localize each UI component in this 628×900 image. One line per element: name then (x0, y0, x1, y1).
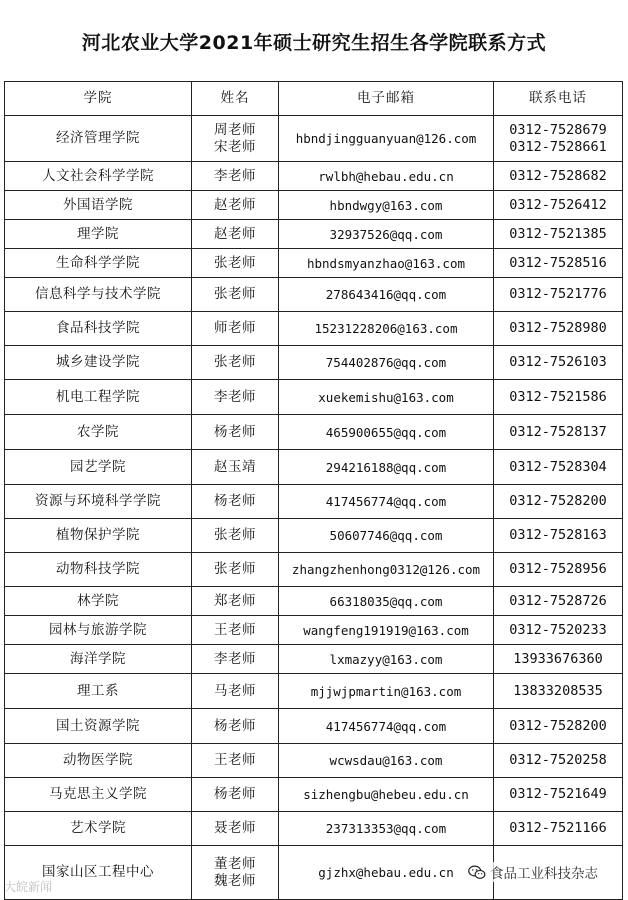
cell-email[interactable]: 32937526@qq.com (279, 220, 494, 249)
cell-name (192, 278, 279, 312)
cell-phone (494, 744, 623, 778)
cell-phone (494, 519, 623, 553)
cell-college: 经济管理学院 (5, 116, 192, 162)
phone-number: 0312-7521776 (509, 286, 607, 302)
cell-email[interactable]: 278643416@qq.com (279, 278, 494, 312)
cell-name (192, 249, 279, 278)
cell-college: 农学院 (5, 415, 192, 450)
table-row (5, 744, 623, 778)
cell-name (192, 415, 279, 450)
cell-phone (494, 312, 623, 346)
phone-number: 0312-7528516 (509, 254, 607, 271)
table-row (5, 485, 623, 519)
cell-email[interactable]: 417456774@qq.com (279, 709, 494, 744)
cell-name (192, 380, 279, 415)
cell-email[interactable]: sizhengbu@hebeu.edu.cn (279, 778, 494, 812)
cell-name (192, 220, 279, 249)
contact-name: 张老师 (214, 286, 256, 302)
cell-college: 食品科技学院 (5, 312, 192, 346)
page-title: 河北农业大学2021年硕士研究生招生各学院联系方式 (81, 32, 547, 54)
table-row (5, 674, 623, 709)
table-row (5, 346, 623, 380)
cell-phone (494, 380, 623, 415)
contact-name: 张老师 (214, 354, 256, 370)
header-email: 电子邮箱 (279, 82, 494, 116)
cell-email[interactable]: 66318035@qq.com (279, 587, 494, 616)
watermark-right (466, 862, 600, 882)
table-row (5, 220, 623, 249)
table-row (5, 616, 623, 645)
contact-name: 师老师 (214, 320, 256, 336)
cell-name (192, 450, 279, 485)
cell-email[interactable]: lxmazyy@163.com (279, 645, 494, 674)
table-row (5, 778, 623, 812)
contact-name: 赵老师 (214, 196, 256, 213)
contact-name: 聂老师 (214, 820, 256, 836)
phone-number: 0312-7528980 (509, 320, 607, 336)
cell-name (192, 645, 279, 674)
table-header-row (5, 82, 623, 116)
cell-email[interactable]: mjjwjpmartin@163.com (279, 674, 494, 709)
cell-name (192, 846, 279, 900)
table-row (5, 415, 623, 450)
cell-phone (494, 191, 623, 220)
cell-email[interactable]: 15231228206@163.com (279, 312, 494, 346)
phone-number: 0312-7528137 (509, 423, 607, 440)
cell-college: 生命科学学院 (5, 249, 192, 278)
contact-name: 张老师 (214, 254, 256, 271)
contact-name: 王老师 (214, 621, 256, 638)
header-name: 姓名 (192, 82, 279, 116)
phone-number: 0312-7528163 (509, 527, 607, 543)
contact-name: 张老师 (214, 561, 256, 577)
cell-college: 园艺学院 (5, 450, 192, 485)
cell-email[interactable]: 50607746@qq.com (279, 519, 494, 553)
cell-college: 国土资源学院 (5, 709, 192, 744)
cell-college: 马克思主义学院 (5, 778, 192, 812)
cell-email[interactable]: zhangzhenhong0312@126.com (279, 553, 494, 587)
contact-name: 宋老师 (214, 138, 256, 155)
cell-name (192, 191, 279, 220)
watermark-left: 大皖新闻 (4, 880, 53, 894)
cell-phone (494, 812, 623, 846)
cell-name (192, 485, 279, 519)
cell-email[interactable]: gjzhx@hebau.edu.cn (279, 846, 494, 900)
phone-number: 0312-7521166 (509, 820, 607, 836)
phone-number: 13933676360 (513, 650, 603, 667)
cell-phone (494, 346, 623, 380)
cell-email[interactable]: hbndsmyanzhao@163.com (279, 249, 494, 278)
cell-college: 理工系 (5, 674, 192, 709)
cell-email[interactable]: 465900655@qq.com (279, 415, 494, 450)
cell-phone (494, 220, 623, 249)
cell-name (192, 778, 279, 812)
phone-number: 0312-7528304 (509, 458, 607, 475)
cell-college: 海洋学院 (5, 645, 192, 674)
contact-name: 周老师 (214, 121, 256, 138)
cell-phone (494, 709, 623, 744)
table-row (5, 709, 623, 744)
phone-number: 0312-7520258 (509, 752, 607, 768)
cell-email[interactable]: 294216188@qq.com (279, 450, 494, 485)
cell-college: 理学院 (5, 220, 192, 249)
cell-email[interactable]: 417456774@qq.com (279, 485, 494, 519)
phone-number: 0312-7528956 (509, 561, 607, 577)
table-row (5, 191, 623, 220)
contact-name: 王老师 (214, 752, 256, 768)
cell-college: 国家山区工程中心 (5, 846, 192, 900)
cell-name (192, 312, 279, 346)
cell-phone (494, 450, 623, 485)
table-row (5, 312, 623, 346)
table-row (5, 450, 623, 485)
table-row (5, 380, 623, 415)
cell-name (192, 674, 279, 709)
cell-phone (494, 162, 623, 191)
cell-name (192, 162, 279, 191)
cell-college: 机电工程学院 (5, 380, 192, 415)
header-phone: 联系电话 (494, 82, 623, 116)
contact-name: 杨老师 (214, 493, 256, 509)
watermark-right-text: 食品工业科技杂志 (490, 866, 598, 882)
cell-name (192, 519, 279, 553)
phone-number: 0312-7528679 (509, 121, 607, 138)
phone-number: 0312-7528200 (509, 493, 607, 509)
contact-name: 董老师 (214, 855, 256, 872)
contact-name: 赵玉靖 (214, 458, 256, 475)
cell-phone (494, 674, 623, 709)
contact-name: 魏老师 (214, 872, 256, 889)
cell-email[interactable]: 754402876@qq.com (279, 346, 494, 380)
contact-name: 杨老师 (214, 786, 256, 802)
cell-name (192, 616, 279, 645)
cell-college: 信息科学与技术学院 (5, 278, 192, 312)
phone-number: 0312-7521586 (509, 388, 607, 405)
phone-number: 0312-7521649 (509, 786, 607, 802)
table-row (5, 812, 623, 846)
table-row (5, 553, 623, 587)
cell-email[interactable]: hbndwgy@163.com (279, 191, 494, 220)
contact-name: 张老师 (214, 527, 256, 543)
phone-number: 0312-7528661 (509, 138, 607, 155)
wechat-icon (468, 865, 486, 880)
cell-college: 资源与环境科学学院 (5, 485, 192, 519)
cell-phone (494, 587, 623, 616)
cell-college: 动物科技学院 (5, 553, 192, 587)
cell-college: 人文社会科学学院 (5, 162, 192, 191)
cell-phone (494, 616, 623, 645)
cell-phone (494, 485, 623, 519)
phone-number: 0312-7526103 (509, 354, 607, 370)
table-body (5, 116, 623, 900)
cell-name (192, 553, 279, 587)
cell-name (192, 744, 279, 778)
cell-email[interactable]: hbndjingguanyuan@126.com (279, 116, 494, 162)
table-row (5, 519, 623, 553)
contact-name: 杨老师 (214, 717, 256, 734)
table-row (5, 587, 623, 616)
contact-name: 郑老师 (214, 592, 256, 609)
contact-name: 杨老师 (214, 423, 256, 440)
phone-number: 0312-7526412 (509, 196, 607, 213)
cell-phone (494, 415, 623, 450)
cell-name (192, 116, 279, 162)
cell-college: 植物保护学院 (5, 519, 192, 553)
cell-college: 林学院 (5, 587, 192, 616)
table-row (5, 162, 623, 191)
table-row (5, 645, 623, 674)
table-row (5, 249, 623, 278)
cell-phone (494, 249, 623, 278)
phone-number: 0312-7520233 (509, 621, 607, 638)
cell-college: 动物医学院 (5, 744, 192, 778)
cell-email[interactable]: rwlbh@hebau.edu.cn (279, 162, 494, 191)
cell-college: 城乡建设学院 (5, 346, 192, 380)
cell-email[interactable]: 237313353@qq.com (279, 812, 494, 846)
cell-phone (494, 116, 623, 162)
contact-name: 李老师 (214, 167, 256, 184)
cell-phone (494, 778, 623, 812)
phone-number: 0312-7521385 (509, 225, 607, 242)
phone-number: 0312-7528726 (509, 592, 607, 609)
cell-email[interactable]: wangfeng191919@163.com (279, 616, 494, 645)
table-row (5, 278, 623, 312)
cell-email[interactable]: xuekemishu@163.com (279, 380, 494, 415)
cell-phone (494, 278, 623, 312)
contacts-table (4, 81, 623, 900)
contact-name: 赵老师 (214, 225, 256, 242)
cell-name (192, 812, 279, 846)
cell-name (192, 709, 279, 744)
phone-number: 0312-7528200 (509, 717, 607, 734)
cell-phone (494, 553, 623, 587)
phone-number: 13833208535 (513, 682, 603, 699)
cell-phone (494, 645, 623, 674)
phone-number: 0312-7528682 (509, 167, 607, 184)
contact-name: 李老师 (214, 650, 256, 667)
header-college: 学院 (5, 82, 192, 116)
table-row (5, 116, 623, 162)
cell-college: 外国语学院 (5, 191, 192, 220)
contact-name: 马老师 (214, 682, 256, 699)
cell-name (192, 587, 279, 616)
cell-name (192, 346, 279, 380)
cell-college: 艺术学院 (5, 812, 192, 846)
cell-email[interactable]: wcwsdau@163.com (279, 744, 494, 778)
contact-name: 李老师 (214, 388, 256, 405)
cell-college: 园林与旅游学院 (5, 616, 192, 645)
